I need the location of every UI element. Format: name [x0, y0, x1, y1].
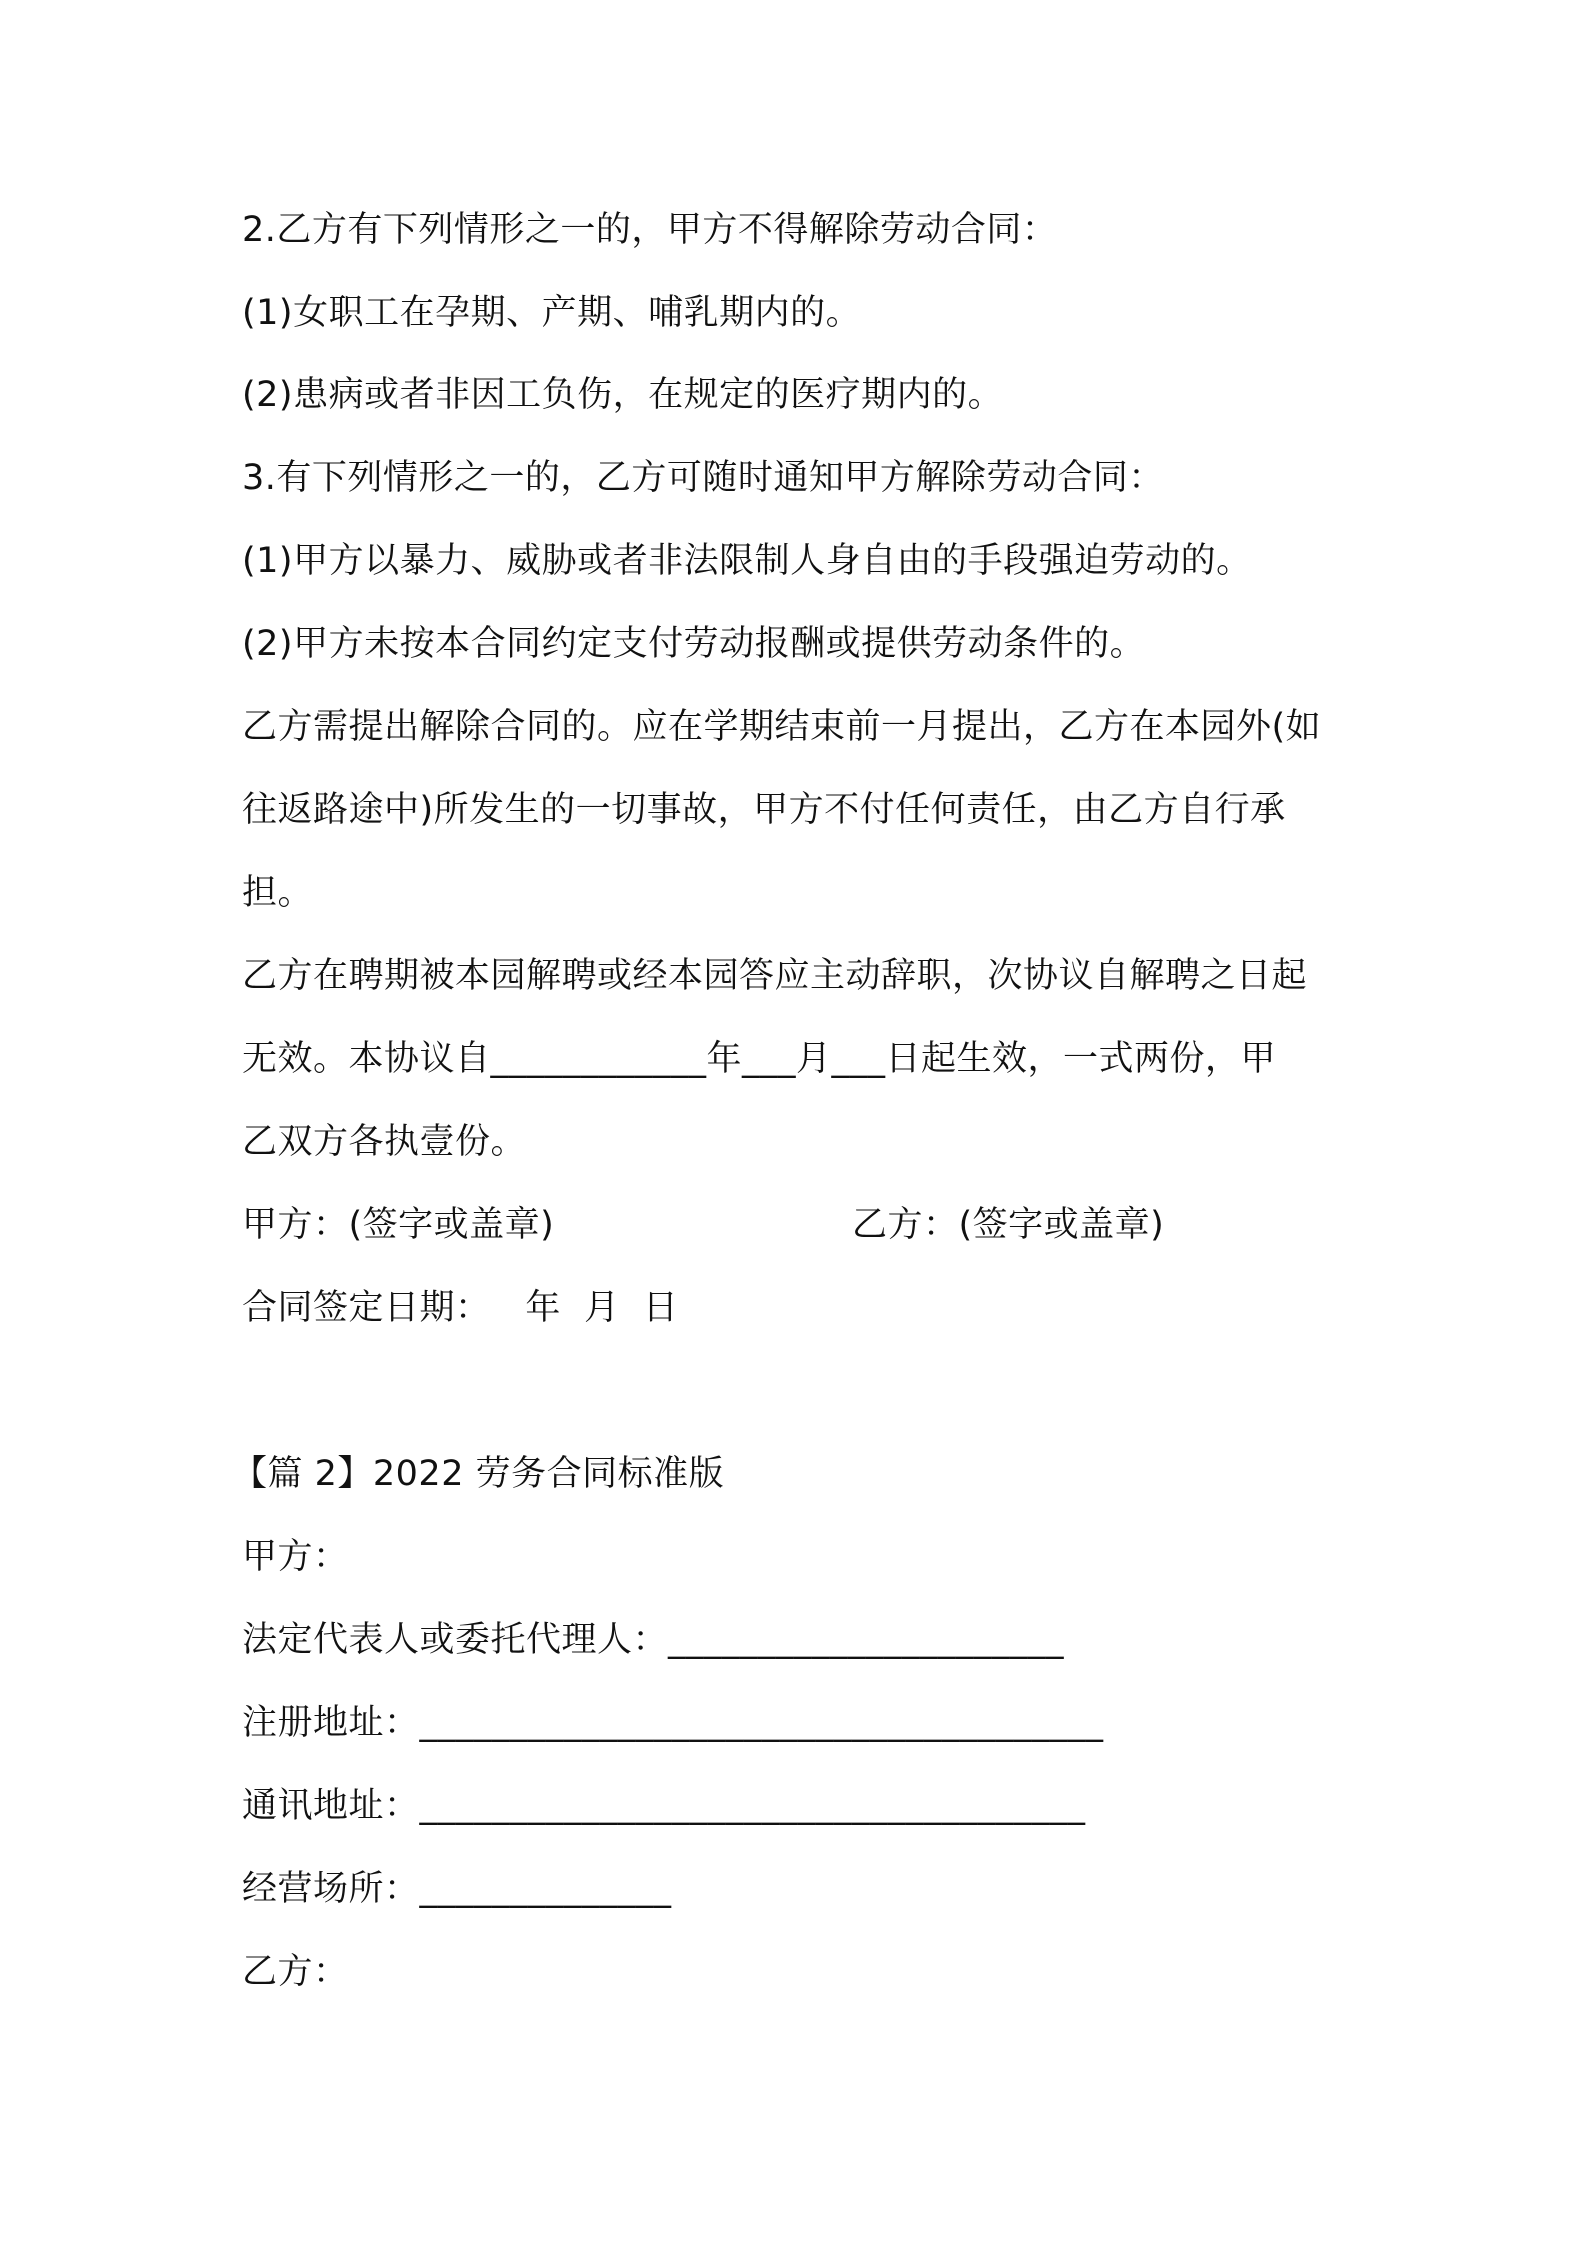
paragraph-effective-line-1: 乙方在聘期被本园解聘或经本园答应主动辞职，次协议自解聘之日起 — [242, 956, 1308, 996]
clause-2-heading: 2.乙方有下列情形之一的，甲方不得解除劳动合同： — [242, 210, 1058, 250]
clause-2-item-1: (1)女职工在孕期、产期、哺乳期内的。 — [242, 293, 862, 333]
mailing-address-field: 通讯地址：_____________________________________ — [242, 1786, 1086, 1826]
legal-rep-field: 法定代表人或委托代理人：______________________ — [242, 1620, 1065, 1660]
paragraph-termination-line-2: 往返路途中)所发生的一切事故，甲方不付任何责任，由乙方自行承 — [242, 790, 1286, 830]
paragraph-effective-line-2: 无效。本协议自____________年___月___日起生效，一式两份，甲 — [242, 1039, 1277, 1079]
party-a-label: 甲方： — [242, 1537, 349, 1577]
clause-3-item-1: (1)甲方以暴力、威胁或者非法限制人身自由的手段强迫劳动的。 — [242, 541, 1252, 581]
sign-date: 合同签定日期： 年 月 日 — [242, 1288, 679, 1328]
party-b-signature: 乙方：(签字或盖章) — [852, 1205, 1165, 1245]
section-title: 【篇 2】2022 劳务合同标准版 — [232, 1454, 725, 1494]
business-place-field: 经营场所：______________ — [242, 1869, 672, 1909]
paragraph-termination-line-3: 担。 — [242, 873, 314, 913]
paragraph-termination-line-1: 乙方需提出解除合同的。应在学期结束前一月提出，乙方在本园外(如 — [242, 707, 1322, 747]
party-b-label: 乙方： — [242, 1952, 349, 1992]
clause-2-item-2: (2)患病或者非因工负伤，在规定的医疗期内的。 — [242, 375, 1004, 415]
party-a-signature: 甲方：(签字或盖章) — [242, 1205, 555, 1245]
clause-3-heading: 3.有下列情形之一的，乙方可随时通知甲方解除劳动合同： — [242, 458, 1164, 498]
clause-3-item-2: (2)甲方未按本合同约定支付劳动报酬或提供劳动条件的。 — [242, 624, 1146, 664]
paragraph-effective-line-3: 乙双方各执壹份。 — [242, 1122, 527, 1162]
registered-address-field: 注册地址：______________________________________ — [242, 1703, 1104, 1743]
